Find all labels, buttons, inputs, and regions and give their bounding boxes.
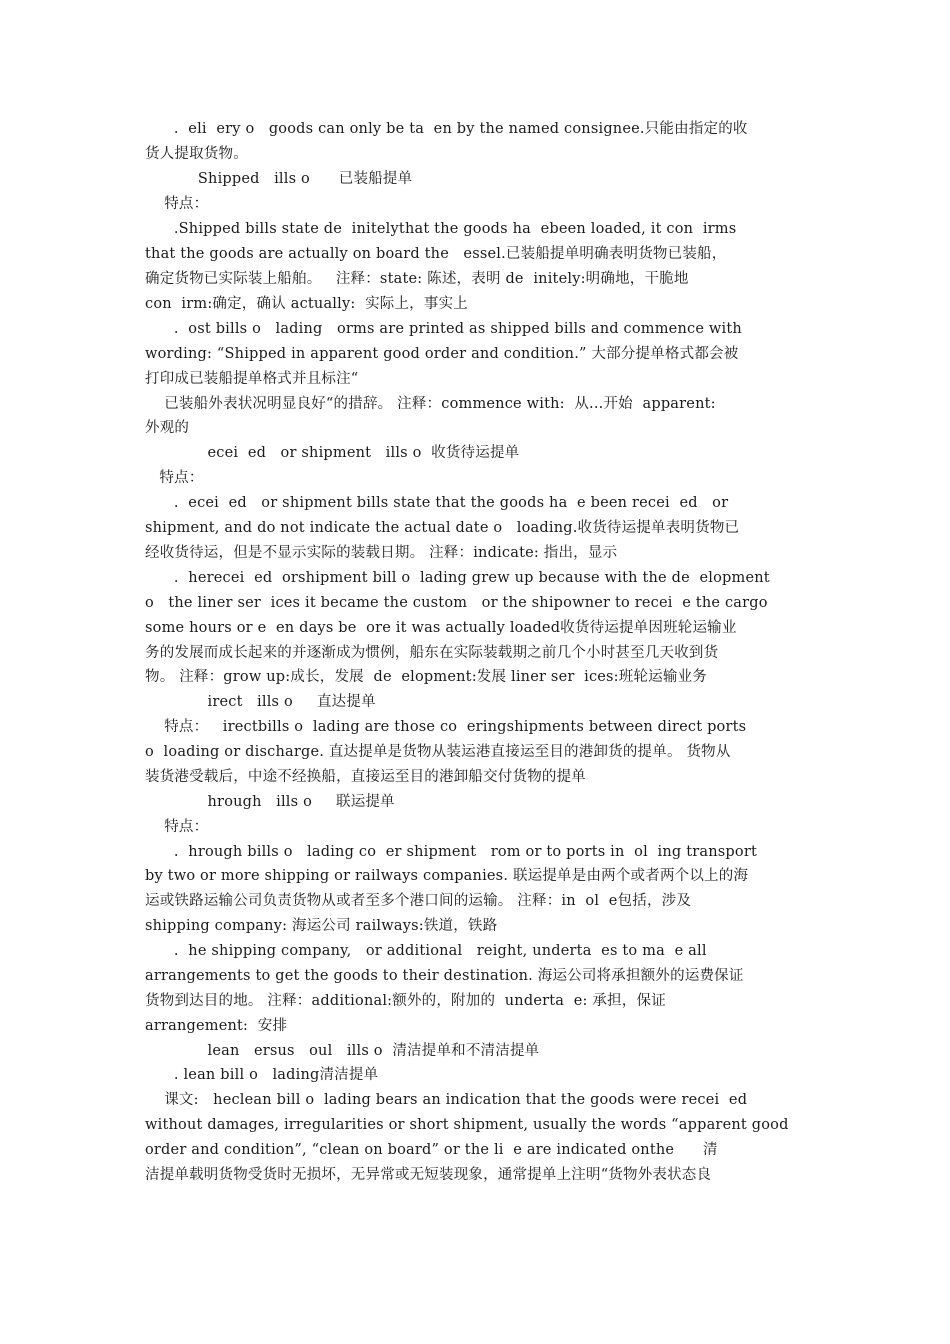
text-line: . herecei ed orshipment bill o lading grew up because with the de elopment: [145, 570, 770, 586]
text-line: 运或铁路运输公司负责货物从或者至多个港口间的运输。 注释：in ol e包括，涉及: [145, 893, 692, 909]
text-line: without damages, irregularities or short shipment, usually the words “apparent good: [145, 1117, 789, 1133]
text-line: by two or more shipping or railways companies. 联运提单是由两个或者两个以上的海: [145, 868, 749, 884]
text-line: 特点：: [145, 819, 209, 835]
section-heading: lean ersus oul ills o 清洁提单和不清洁提单: [145, 1043, 540, 1059]
text-line: arrangement: 安排: [145, 1018, 288, 1034]
section-heading: Shipped ills o 已装船提单: [145, 171, 413, 187]
section-heading: ecei ed or shipment ills o 收货待运提单: [145, 445, 520, 461]
text-line: 课文: heclean bill o lading bears an indication that the goods were recei ed: [145, 1092, 748, 1108]
text-line: . eli ery o goods can only be ta en by the named consignee.只能由指定的收: [145, 121, 748, 137]
text-line: 货人提取货物。: [145, 146, 248, 162]
text-line: . lean bill o lading清洁提单: [145, 1067, 379, 1083]
text-line: wording: “Shipped in apparent good order and condition.” 大部分提单格式都会被: [145, 346, 739, 362]
text-line: shipping company: 海运公司 railways:铁道，铁路: [145, 918, 498, 934]
text-line: 装货港受载后，中途不经换船，直接运至目的港卸船交付货物的提单: [145, 769, 586, 785]
text-line: 已装船外表状况明显良好“的措辞。 注释：commence with: 从...开始 apparent:: [145, 396, 716, 412]
text-line: . ecei ed or shipment bills state that the goods ha e been recei ed or: [145, 495, 729, 511]
text-line: order and condition”, “clean on board” or the li e are indicated onthe 清: [145, 1142, 718, 1158]
section-heading: irect ills o 直达提单: [145, 694, 376, 710]
text-line: 经收货待运，但是不显示实际的装载日期。 注释：indicate: 指出，显示: [145, 545, 618, 561]
text-line: 打印成已装船提单格式并且标注“: [145, 371, 359, 387]
text-line: 洁提单载明货物受货时无损坏，无异常或无短装现象，通常提单上注明“货物外表状态良: [145, 1167, 712, 1183]
text-line: 货物到达目的地。 注释：additional:额外的，附加的 underta e: 承担，保证: [145, 993, 666, 1009]
text-line: arrangements to get the goods to their destination. 海运公司将承担额外的运费保证: [145, 968, 744, 984]
text-line: . he shipping company, or additional reight, underta es to ma e all: [145, 943, 707, 959]
text-line: 务的发展而成长起来的并逐渐成为惯例，船东在实际装载期之前几个小时甚至几天收到货: [145, 645, 719, 661]
section-heading: hrough ills o 联运提单: [145, 794, 395, 810]
text-line: .Shipped bills state de initelythat the goods ha ebeen loaded, it con irms: [145, 221, 737, 237]
text-line: that the goods are actually on board the essel.已装船提单明确表明货物已装船，: [145, 246, 727, 262]
text-line: shipment, and do not indicate the actual date o loading.收货待运提单表明货物已: [145, 520, 740, 536]
text-line: . hrough bills o lading co er shipment rom or to ports in ol ing transport: [145, 844, 757, 860]
text-line: 特点：: [145, 196, 209, 212]
text-line: con irm:确定，确认 actually: 实际上，事实上: [145, 296, 468, 312]
text-line: . ost bills o lading orms are printed as shipped bills and commence with: [145, 321, 742, 337]
text-line: 特点： irectbills o lading are those co eringshipments between direct ports: [145, 719, 747, 735]
text-line: 特点：: [145, 470, 204, 486]
text-line: o loading or discharge. 直达提单是货物从装运港直接运至目的港卸货的提单。 货物从: [145, 744, 731, 760]
text-line: some hours or e en days be ore it was actually loaded收货待运提单因班轮运输业: [145, 620, 737, 636]
text-line: o the liner ser ices it became the custom or the shipowner to recei e the cargo: [145, 595, 768, 611]
text-line: 确定货物已实际装上船舶。 注释：state: 陈述，表明 de initely:明确地，干脆地: [145, 271, 689, 287]
text-line: 物。 注释：grow up:成长，发展 de elopment:发展 liner ser ices:班轮运输业务: [145, 669, 707, 685]
text-line: 外观的: [145, 420, 190, 436]
